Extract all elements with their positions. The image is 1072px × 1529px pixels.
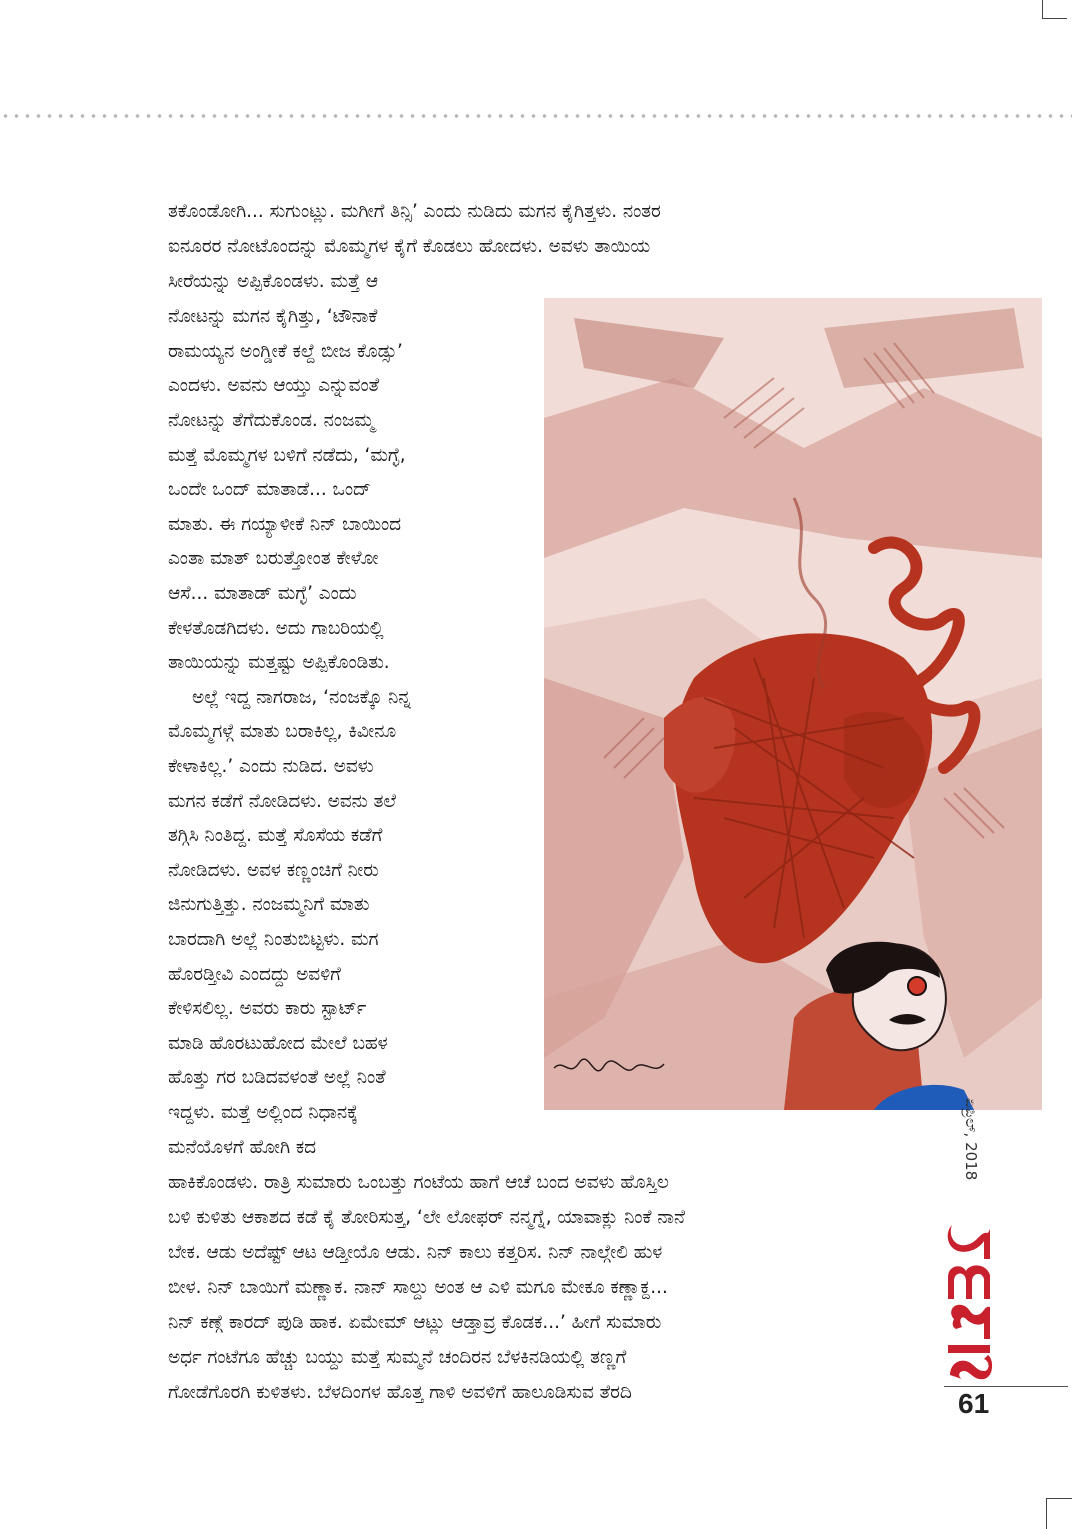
body-line: ತಾಯಿಯನ್ನು ಮತ್ತಷ್ಟು ಅಪ್ಪಿಕೊಂಡಿತು. (168, 652, 390, 673)
body-line: ಮತ್ತೆ ಮೊಮ್ಮಗಳ ಬಳಿಗೆ ನಡೆದು, ‘ಮಗ್ಳೆ, (168, 445, 406, 466)
body-line: ಸೀರೆಯನ್ನು ಅಪ್ಪಿಕೊಂಡಳು. ಮತ್ತೆ ಆ (168, 271, 379, 292)
issue-date: ಏಪ್ರಿಲ್, 2018 (962, 1098, 980, 1181)
body-line: ಒಂದೇ ಒಂದ್ ಮಾತಾಡೆ... ಒಂದ್ (168, 479, 371, 500)
body-line: ಎಂದಳು. ಅವನು ಆಯ್ತು ಎನ್ನುವಂತೆ (168, 375, 380, 396)
body-line: ನೋಟನ್ನು ತೆಗೆದುಕೊಂಡ. ನಂಜಮ್ಮ (168, 410, 375, 431)
body-line: ಮಾಡಿ ಹೊರಟುಹೋದ ಮೇಲೆ ಬಹಳ (168, 1033, 388, 1054)
body-line: ಬಳಿ ಕುಳಿತು ಆಕಾಶದ ಕಡೆ ಕೈ ತೋರಿಸುತ್ತ, ‘ಲೇ ಲೋಫರ್ ನನ್ಮಗ್ನೆ, ಯಾವಾಕ್ಲು ನಿಂಕೆ ನಾನೆ (168, 1207, 685, 1228)
body-line: ಅರ್ಧ ಗಂಟೆಗೂ ಹೆಚ್ಚು ಬಯ್ದು ಮತ್ತೆ ಸುಮ್ಮನೆ ಚಂದಿರನ ಬೆಳಕಿನಡಿಯಲ್ಲಿ ತಣ್ಣಗೆ (168, 1347, 627, 1368)
body-line: ಬೇಕ. ಆಡು ಅದೆಷ್ಟ್ ಆಟ ಆಡ್ತೀಯೊ ಆಡು. ನಿನ್ ಕಾಲು ಕತ್ತರಿಸ. ನಿನ್ ನಾಲ್ಗೇಲಿ ಹುಳ (168, 1242, 663, 1263)
body-line: ಗೋಡೆಗೊರಗಿ ಕುಳಿತಳು. ಬೆಳದಿಂಗಳ ಹೊತ್ತ ಗಾಳಿ ಅವಳಿಗೆ ಹಾಲೂಡಿಸುವ ತೆರದಿ (168, 1382, 632, 1403)
page-number: 61 (958, 1388, 990, 1419)
body-line: ಜಿನುಗುತ್ತಿತ್ತು. ನಂಜಮ್ಮನಿಗೆ ಮಾತು (168, 894, 370, 915)
illustration-man-glasses (908, 977, 926, 995)
magazine-logo (944, 1215, 994, 1385)
body-line: ಕೇಳಾಕಿಲ್ಲ.’ ಎಂದು ನುಡಿದ. ಅವಳು (168, 756, 374, 777)
body-line: ಕೇಳತೊಡಗಿದಳು. ಅದು ಗಾಬರಿಯಲ್ಲಿ (168, 618, 384, 639)
body-line: ಮೊಮ್ಮಗಳ್ಗೆ ಮಾತು ಬರಾಕಿಲ್ಲ, ಕಿವೀನೂ (168, 721, 397, 742)
body-line: ಐನೂರರ ನೋಟೊಂದನ್ನು ಮೊಮ್ಮಗಳ ಕೈಗೆ ಕೊಡಲು ಹೋದಳು. ಅವಳು ತಾಯಿಯ (168, 236, 651, 257)
body-line: ನೋಟನ್ನು ಮಗನ ಕೈಗಿತ್ತು, ‘ಟೌನಾಕೆ (168, 306, 378, 327)
body-line: ಕೇಳಿಸಲಿಲ್ಲ. ಅವರು ಕಾರು ಸ್ಟಾರ್ಟ್ (168, 998, 367, 1019)
crop-mark-bottom-right (1046, 1498, 1072, 1529)
body-line: ರಾಮಯ್ಯನ ಅಂಗ್ಡೀಕೆ ಕಲ್ದೆ ಬೀಜ ಕೊಡ್ಸು’ (168, 341, 403, 362)
body-line: ಹೊರಡ್ತೀವಿ ಎಂದದ್ದು ಅವಳಿಗೆ (168, 964, 341, 985)
body-line: ಅಲ್ಲೆ ಇದ್ದ ನಾಗರಾಜ, ‘ನಂಜಕ್ಕೊ ನಿನ್ನ (192, 687, 411, 708)
body-line: ಆಸೆ... ಮಾತಾಡ್ ಮಗ್ಳೆ’ ಎಂದು (168, 583, 357, 604)
crop-mark-top-right (1042, 0, 1067, 19)
body-line: ನಿನ್ ಕಣ್ಗೆ ಕಾರದ್ ಪುಡಿ ಹಾಕ. ಏಮೇಮ್ ಆಟ್ಲು ಆಡ್ತಾವ್ರ ಕೊಡಕ...’ ಹೀಗೆ ಸುಮಾರು (168, 1312, 662, 1333)
body-line: ಹೊತ್ತು ಗರ ಬಡಿದವಳಂತೆ ಅಲ್ಲೆ ನಿಂತೆ (168, 1067, 386, 1088)
body-line: ಮಾತು. ಈ ಗಯ್ಯಾಳೀಕೆ ನಿನ್ ಬಾಯಿಂದ (168, 514, 402, 535)
body-line: ತಗ್ಗಿಸಿ ನಿಂತಿದ್ದ. ಮತ್ತೆ ಸೊಸೆಯ ಕಡೆಗೆ (168, 825, 383, 846)
dotted-header-rule (0, 112, 1072, 120)
body-line: ನೋಡಿದಳು. ಅವಳ ಕಣ್ಣಂಚಿಗೆ ನೀರು (168, 860, 379, 881)
body-line: ಬಾರದಾಗಿ ಅಲ್ಲೆ ನಿಂತುಬಿಟ್ಟಳು. ಮಗ (168, 929, 379, 950)
body-line: ಹಾಕಿಕೊಂಡಳು. ರಾತ್ರಿ ಸುಮಾರು ಒಂಬತ್ತು ಗಂಟೆಯ ಹಾಗೆ ಆಚೆ ಬಂದ ಅವಳು ಹೊಸ್ತಿಲ (168, 1172, 669, 1193)
page-number-rule (944, 1386, 1068, 1387)
story-illustration (544, 298, 1042, 1110)
body-line: ಬೀಳ. ನಿನ್ ಬಾಯಿಗೆ ಮಣ್ಣಾಕ. ನಾನ್ ಸಾಲ್ದು ಅಂತ ಆ ಎಳಿ ಮಗೂ ಮೇಕೂ ಕಣ್ಣಾಕ್ದ... (168, 1277, 668, 1298)
body-line: ಮಗನ ಕಡೆಗೆ ನೋಡಿದಳು. ಅವನು ತಲೆ (168, 791, 396, 812)
body-line: ತಕೊಂಡೋಗಿ... ಸುಗುಂಟ್ಲು. ಮಗೀಗೆ ತಿನ್ಸಿ’ ಎಂದು ನುಡಿದು ಮಗನ ಕೈಗಿತ್ತಳು. ನಂತರ (168, 201, 661, 222)
body-line: ಇದ್ದಳು. ಮತ್ತೆ ಅಲ್ಲಿಂದ ನಿಧಾನಕ್ಕೆ (168, 1102, 358, 1123)
body-line: ಮನೆಯೊಳಗೆ ಹೋಗಿ ಕದ (168, 1137, 317, 1158)
body-line: ಎಂತಾ ಮಾತ್ ಬರುತ್ತೋಂತ ಕೇಳೋ (168, 548, 379, 569)
